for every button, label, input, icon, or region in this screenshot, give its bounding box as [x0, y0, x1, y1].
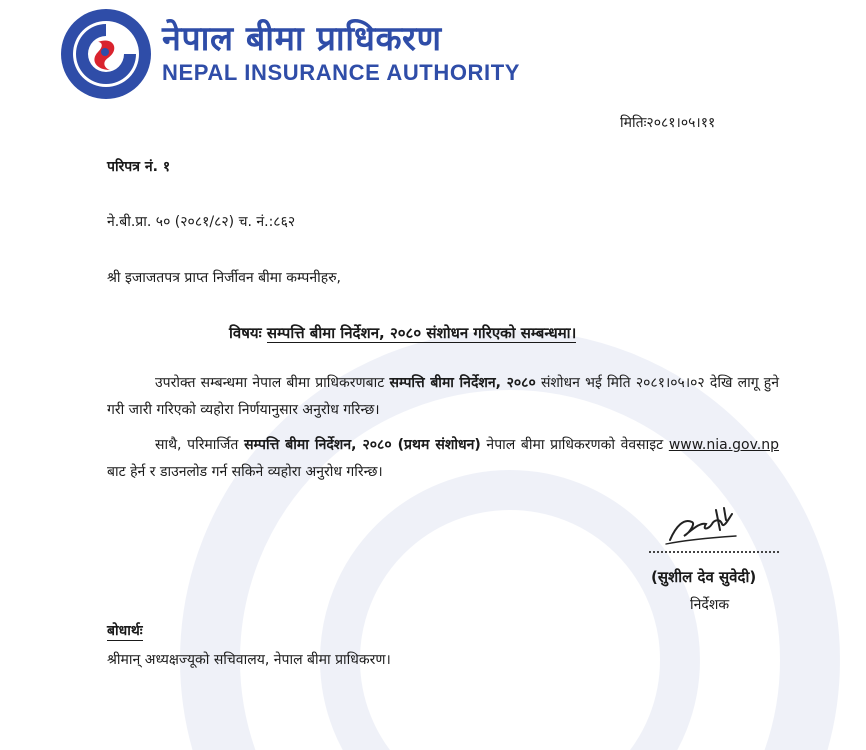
letter-date: मितिः२०८१।०५।११ — [620, 115, 716, 131]
subject-prefix: विषयः — [229, 324, 262, 342]
subject-line — [229, 323, 576, 343]
signatory-name: (सुशील देव सुवेदी) — [651, 568, 757, 586]
para2-bold: सम्पत्ति बीमा निर्देशन, २०८० (प्रथम संशोधन) — [244, 437, 481, 453]
circular-number: परिपत्र नं. १ — [107, 159, 171, 175]
signature — [662, 500, 742, 550]
signatory-designation: निर्देशक — [690, 597, 730, 613]
website-link[interactable]: www.nia.gov.np — [668, 437, 779, 453]
recipient-line: श्री इजाजतपत्र प्राप्त निर्जीवन बीमा कम्पनीहरु, — [107, 270, 342, 286]
cc-line: श्रीमान् अध्यक्षज्यूको सचिवालय, नेपाल बीमा प्राधिकरण। — [107, 652, 391, 668]
org-name-english: NEPAL INSURANCE AUTHORITY — [162, 60, 521, 85]
para1-bold: सम्पत्ति बीमा निर्देशन, २०८० — [389, 375, 536, 391]
org-name-nepali: नेपाल बीमा प्राधिकरण — [162, 19, 442, 59]
nia-emblem-icon — [58, 6, 154, 102]
para1-text-a: उपरोक्त सम्बन्धमा नेपाल बीमा प्राधिकरणबाट — [155, 375, 390, 391]
para1-text-c: संशोधन भई मिति २०८१।०५।०२ देखि लागू हुने गरी जारी गरिएको व्यहोरा निर्णयानुसार अनुरोध गरिन्छ। — [107, 375, 780, 418]
para2-text-d: बाट हेर्न र डाउनलोड गर्न सकिने व्यहोरा अनुरोध गरिन्छ। — [107, 464, 383, 480]
para2-text-a: साथै, परिमार्जित — [155, 437, 245, 453]
reference-number: ने.बी.प्रा. ५० (२०८१/८२) च. नं.:८६२ — [107, 214, 296, 230]
signature-line — [649, 551, 779, 553]
para2-text-c: नेपाल बीमा प्राधिकरणको वेवसाइट — [480, 437, 669, 453]
body-paragraph-2 — [107, 432, 779, 486]
cc-heading: बोधार्थः — [107, 623, 143, 639]
body-paragraph-1 — [107, 370, 779, 424]
subject-text: सम्पत्ति बीमा निर्देशन, २०८० संशोधन गरिएको सम्बन्धमा। — [266, 324, 577, 342]
